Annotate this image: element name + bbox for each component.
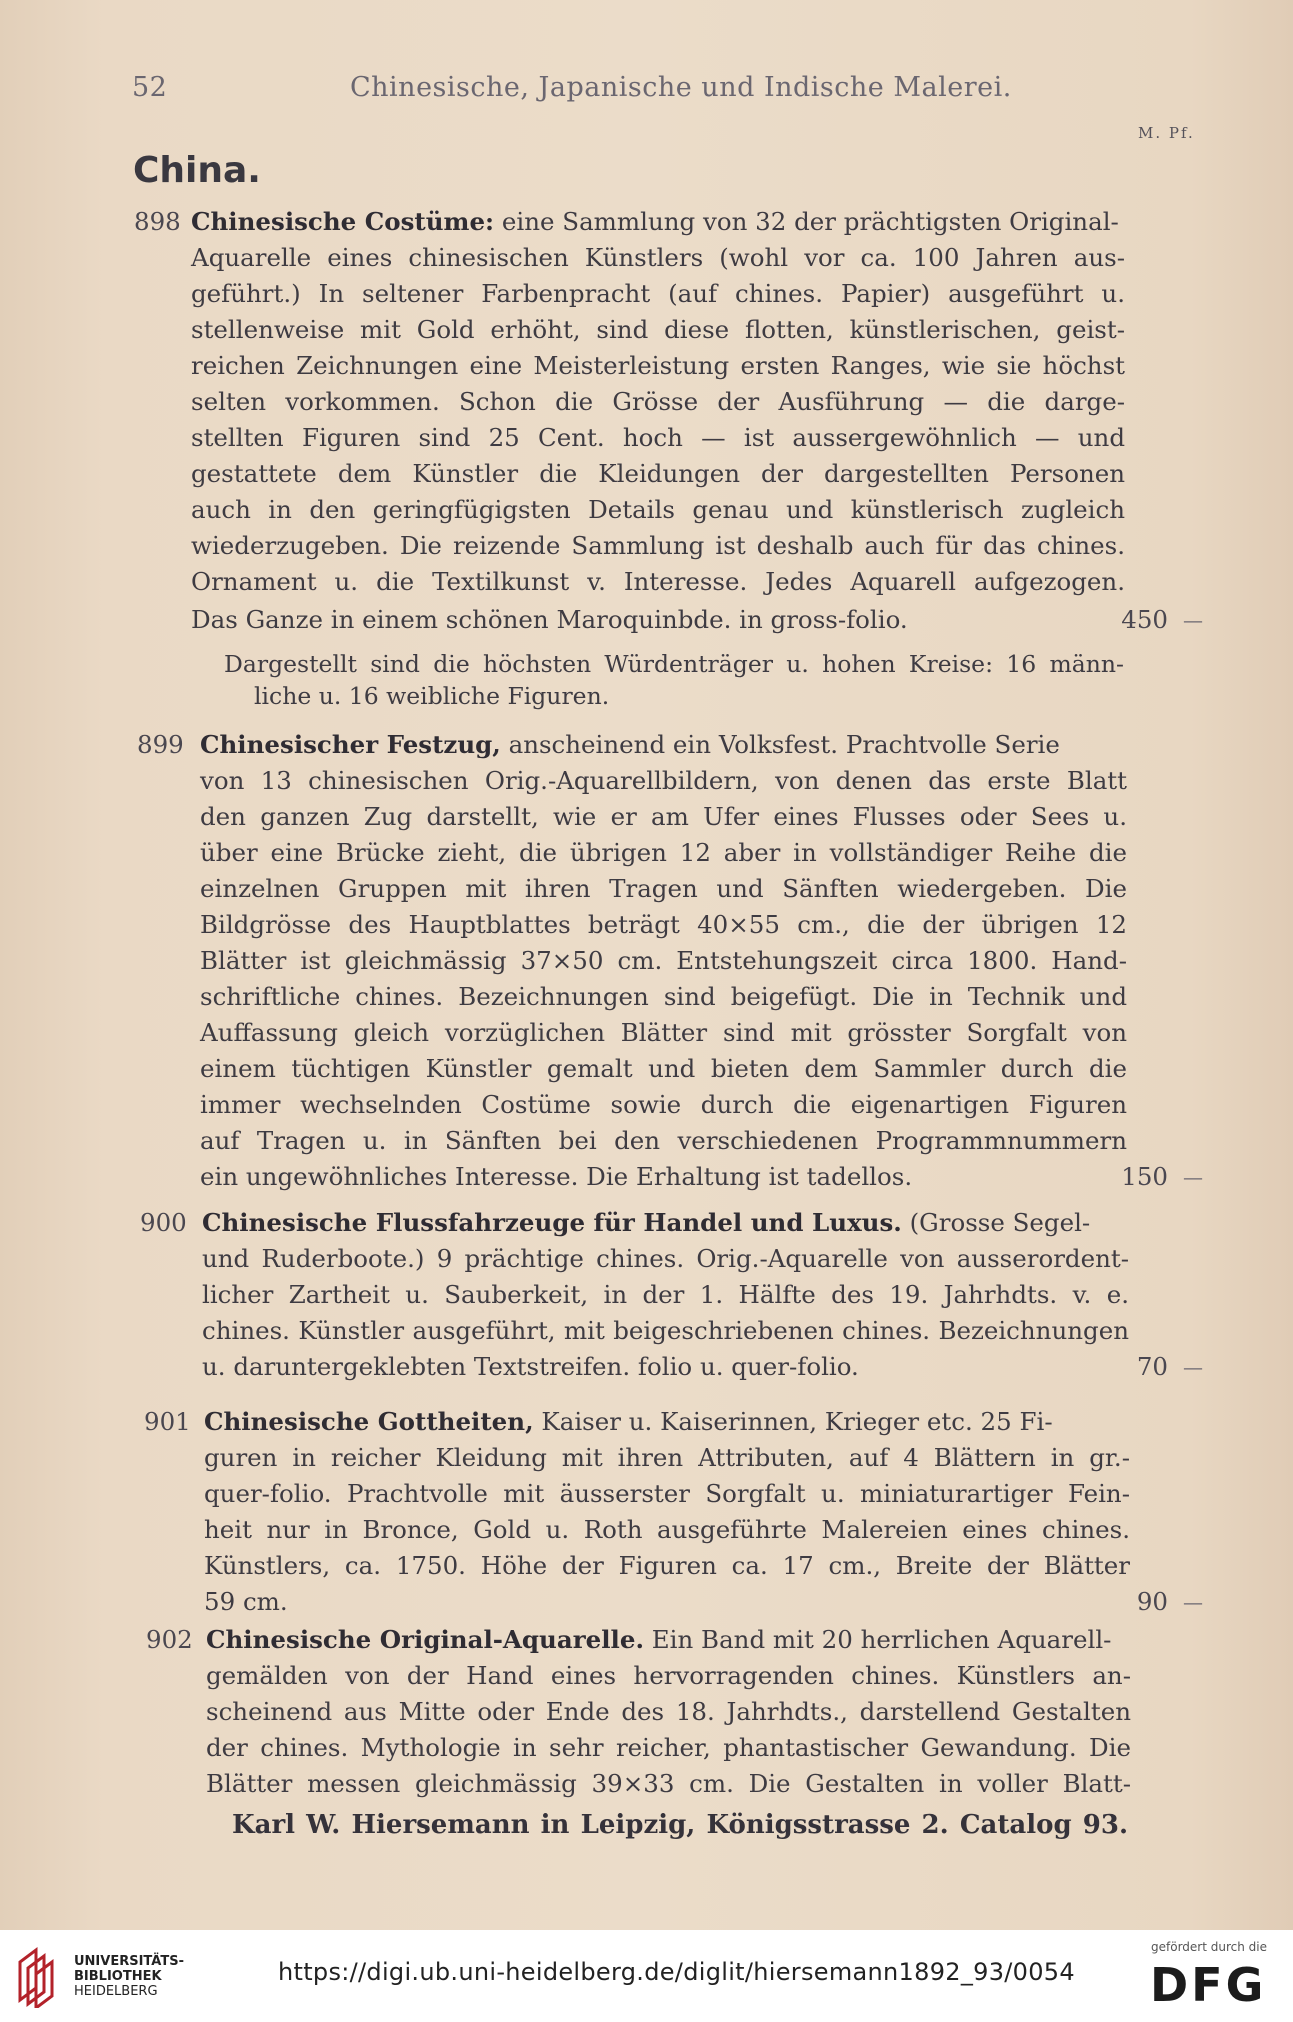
- entry-line: heit nur in Bronce, Gold u. Roth ausgeführte Malereien eines chines.: [204, 1515, 1130, 1544]
- university-library-logo-icon: [14, 1942, 66, 2008]
- entry-line: Blätter messen gleichmässig 39×33 cm. Die Gestalten in voller Blatt-: [206, 1769, 1131, 1798]
- entry-line: [202, 1205, 1090, 1241]
- catalog-footer: Karl W. Hiersemann in Leipzig, Königsstrasse 2. Catalog 93.: [232, 1810, 1128, 1840]
- entry-line: guren in reicher Kleidung mit ihren Attributen, auf 4 Blättern in gr.-: [204, 1443, 1130, 1472]
- entry-line: Aquarelle eines chinesischen Künstlers (wohl vor ca. 100 Jahren aus-: [191, 243, 1125, 272]
- entry-line: und Ruderboote.) 9 prächtige chines. Orig.-Aquarelle von ausserordent-: [202, 1244, 1129, 1273]
- entry-line: gestattete dem Künstler die Kleidungen der dargestellten Personen: [191, 459, 1125, 488]
- document-url-link[interactable]: https://digi.ub.uni-heidelberg.de/diglit/hiersemann1892_93/0054: [278, 1958, 1075, 1986]
- price-dash: —: [1183, 1590, 1203, 1614]
- entry-price: 450: [1121, 605, 1168, 634]
- entry-line: ein ungewöhnliches Interesse. Die Erhaltung ist tadellos.: [200, 1162, 913, 1191]
- entry-line: stellten Figuren sind 25 Cent. hoch — ist aussergewöhnlich — und: [191, 423, 1125, 452]
- entry-line: geführt.) In seltener Farbenpracht (auf chines. Papier) ausgeführt u.: [191, 279, 1125, 308]
- entry-line: [191, 204, 1119, 240]
- entry-number: 902: [146, 1625, 193, 1654]
- entry-line: auf Tragen u. in Sänften bei den verschiedenen Programmnummern: [200, 1126, 1127, 1155]
- entry-price: 150: [1121, 1162, 1168, 1191]
- entry-text: Kaiser u. Kaiserinnen, Krieger etc. 25 Fi-: [533, 1407, 1053, 1436]
- price-dash: —: [1183, 1355, 1203, 1379]
- entry-number: 900: [140, 1208, 187, 1237]
- entry-text: (Grosse Segel-: [901, 1208, 1091, 1237]
- entry-line: einzelnen Gruppen mit ihren Tragen und Sänften wiedergeben. Die: [200, 874, 1127, 903]
- library-name: [74, 1954, 184, 1999]
- entry-line: [206, 1622, 1111, 1658]
- currency-label: M. Pf.: [1138, 124, 1195, 142]
- entry-line: [200, 727, 1060, 763]
- entry-price: 90: [1136, 1587, 1168, 1616]
- entry-line: Das Ganze in einem schönen Maroquinbde. in gross-folio.: [191, 605, 908, 634]
- entry-note-line: liche u. 16 weibliche Figuren.: [254, 682, 610, 710]
- entry-line: scheinend aus Mitte oder Ende des 18. Jahrhdts., darstellend Gestalten: [206, 1697, 1131, 1726]
- running-title: Chinesische, Japanische und Indische Malerei.: [350, 72, 1012, 103]
- entry-line: stellenweise mit Gold erhöht, sind diese flotten, künstlerischen, geist-: [191, 315, 1125, 344]
- dfg-logo: DFG: [1150, 1958, 1267, 2012]
- entry-heading: Chinesische Costüme:: [191, 207, 495, 236]
- entry-line: reichen Zeichnungen eine Meisterleistung ersten Ranges, wie sie höchst: [191, 351, 1125, 380]
- running-head: [132, 72, 1173, 112]
- entry-heading: Chinesischer Festzug,: [200, 730, 501, 759]
- library-name-line: HEIDELBERG: [74, 1984, 158, 1999]
- entry-line: licher Zartheit u. Sauberkeit, in der 1. Hälfte des 19. Jahrhdts. v. e.: [202, 1280, 1129, 1309]
- entry-line: selten vorkommen. Schon die Grösse der Ausführung — die darge-: [191, 387, 1125, 416]
- entry-line: schriftliche chines. Bezeichnungen sind beigefügt. Die in Technik und: [200, 982, 1127, 1011]
- entry-text: anscheinend ein Volksfest. Prachtvolle Serie: [500, 730, 1060, 759]
- entry-note-line: Dargestellt sind die höchsten Würdenträger u. hohen Kreise: 16 männ-: [224, 650, 1124, 678]
- entry-line: u. daruntergeklebten Textstreifen. folio u. quer-folio.: [202, 1352, 859, 1381]
- entry-line: über eine Brücke zieht, die übrigen 12 aber in vollständiger Reihe die: [200, 838, 1127, 867]
- entry-line: den ganzen Zug darstellt, wie er am Ufer eines Flusses oder Sees u.: [200, 802, 1127, 831]
- entry-line: Bildgrösse des Hauptblattes beträgt 40×55 cm., die der übrigen 12: [200, 910, 1127, 939]
- entry-line: Künstlers, ca. 1750. Höhe der Figuren ca. 17 cm., Breite der Blätter: [204, 1551, 1130, 1580]
- library-name-line: UNIVERSITÄTS-: [74, 1954, 184, 1969]
- entry-number: 898: [134, 207, 181, 236]
- entry-line: immer wechselnden Costüme sowie durch die eigenartigen Figuren: [200, 1090, 1127, 1119]
- entry-line: von 13 chinesischen Orig.-Aquarellbildern, von denen das erste Blatt: [200, 766, 1127, 795]
- library-name-line: BIBLIOTHEK: [74, 1969, 162, 1984]
- entry-line: chines. Künstler ausgeführt, mit beigeschriebenen chines. Bezeichnungen: [202, 1316, 1129, 1345]
- entry-price: 70: [1136, 1352, 1168, 1381]
- entry-line: quer-folio. Prachtvolle mit äusserster Sorgfalt u. miniaturartiger Fein-: [204, 1479, 1130, 1508]
- entry-number: 901: [144, 1407, 191, 1436]
- entry-line: Ornament u. die Textilkunst v. Interesse. Jedes Aquarell aufgezogen.: [191, 567, 1125, 596]
- price-dash: —: [1183, 608, 1203, 632]
- entry-line: Blätter ist gleichmässig 37×50 cm. Entstehungszeit circa 1800. Hand-: [200, 946, 1127, 975]
- entry-heading: Chinesische Gottheiten,: [204, 1407, 534, 1436]
- entry-heading: Chinesische Original-Aquarelle.: [206, 1625, 644, 1654]
- entry-line: der chines. Mythologie in sehr reicher, phantastischer Gewandung. Die: [206, 1733, 1131, 1762]
- funding-note: gefördert durch die: [1151, 1940, 1267, 1954]
- entry-line: einem tüchtigen Künstler gemalt und bieten dem Sammler durch die: [200, 1054, 1127, 1083]
- entry-number: 899: [137, 730, 184, 759]
- entry-line: auch in den geringfügigsten Details genau und künstlerisch zugleich: [191, 495, 1125, 524]
- price-dash: —: [1183, 1165, 1203, 1189]
- entry-line: gemälden von der Hand eines hervorragenden chines. Künstlers an-: [206, 1661, 1131, 1690]
- entry-line: Auffassung gleich vorzüglichen Blätter sind mit grösster Sorgfalt von: [200, 1018, 1127, 1047]
- viewer-bottom-bar: [0, 1930, 1293, 2022]
- entry-heading: Chinesische Flussfahrzeuge für Handel und Luxus.: [202, 1208, 902, 1237]
- page-number: 52: [132, 72, 168, 103]
- section-title: China.: [133, 150, 261, 191]
- entry-text: Ein Band mit 20 herrlichen Aquarell-: [643, 1625, 1112, 1654]
- entry-line: 59 cm.: [204, 1587, 288, 1616]
- entry-line: [204, 1404, 1053, 1440]
- entry-line: wiederzugeben. Die reizende Sammlung ist deshalb auch für das chines.: [191, 531, 1125, 560]
- entry-text: eine Sammlung von 32 der prächtigsten Original-: [494, 207, 1119, 236]
